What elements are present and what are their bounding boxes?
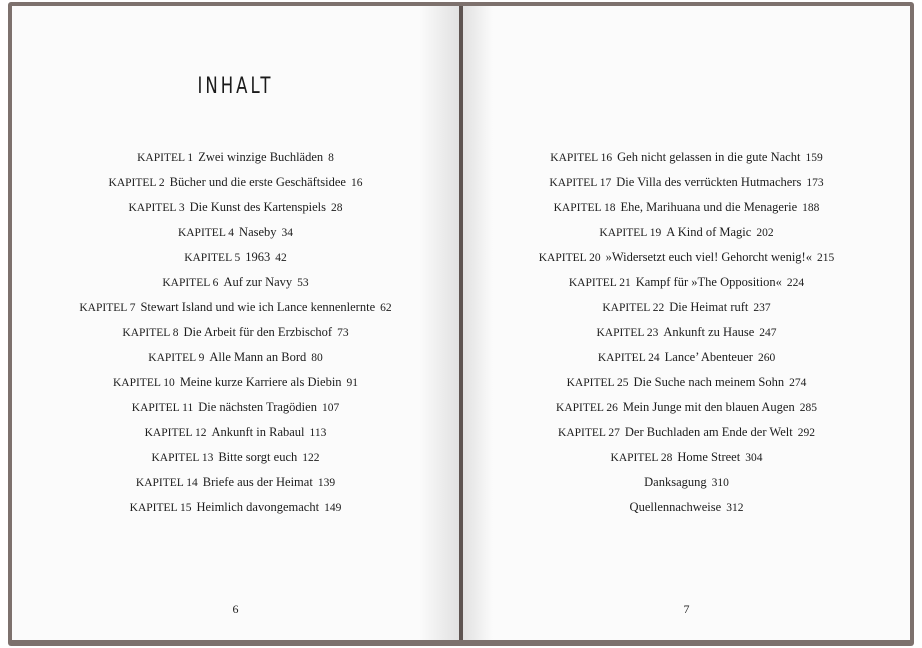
chapter-page: 285 [799,402,817,414]
chapter-title: Ankunft in Rabaul [211,425,305,439]
toc-entry [12,274,459,299]
toc-entry [12,474,459,499]
chapter-page: 274 [789,377,807,389]
chapter-page: 292 [797,427,815,439]
chapter-page: 91 [346,377,359,389]
chapter-label: KAPITEL 12 [144,427,207,439]
chapter-title: Lance’ Abenteuer [664,350,753,364]
chapter-title: Bücher und die erste Geschäftsidee [169,175,346,189]
page-number: 7 [683,602,690,616]
chapter-page: 80 [311,352,323,364]
chapter-label: KAPITEL 18 [553,202,616,214]
chapter-label: KAPITEL 2 [108,177,165,189]
chapter-page: 304 [745,452,763,464]
chapter-title: Bitte sorgt euch [218,450,298,464]
chapter-title: Home Street [677,450,741,464]
chapter-title: A Kind of Magic [666,225,752,239]
chapter-title: Mein Junge mit den blauen Augen [622,400,795,414]
chapter-label: KAPITEL 14 [135,477,198,489]
toc-entry [463,174,910,199]
toc-entry [12,149,459,174]
chapter-title: Ankunft zu Hause [663,325,755,339]
chapter-page: 62 [380,302,392,314]
chapter-label: KAPITEL 10 [112,377,175,389]
toc-entry [12,449,459,474]
chapter-page: 34 [281,227,294,239]
chapter-page: 113 [309,427,327,439]
chapter-page: 215 [816,252,835,264]
chapter-page: 173 [806,177,824,189]
chapter-label: KAPITEL 4 [177,227,235,239]
chapter-title: Die Heimat ruft [669,300,749,314]
toc-entry [12,299,459,324]
chapter-page: 247 [759,327,777,339]
chapter-page: 139 [317,477,336,489]
toc-entry [463,399,910,424]
chapter-title: Heimlich davongemacht [196,500,320,514]
chapter-title: Der Buchladen am Ende der Welt [624,425,793,439]
chapter-page: 260 [757,352,776,364]
chapter-label: KAPITEL 15 [129,502,192,514]
chapter-title: 1963 [245,250,271,264]
toc-entry [463,449,910,474]
section-page: 312 [726,502,744,514]
chapter-page: 53 [297,277,309,289]
page-number: 6 [232,602,239,616]
section-title: Quellennachweise [629,500,722,514]
chapter-page: 122 [302,452,320,464]
open-book [8,2,914,646]
toc-entry [463,499,910,524]
chapter-page: 107 [321,402,340,414]
chapter-page: 16 [350,177,363,189]
chapter-page: 224 [786,277,805,289]
section-title: Danksagung [644,475,707,489]
toc-entry [12,349,459,374]
chapter-title: Alle Mann an Bord [209,350,307,364]
chapter-label: KAPITEL 27 [558,427,620,439]
chapter-page: 188 [802,202,820,214]
chapter-label: KAPITEL 21 [568,277,631,289]
chapter-label: KAPITEL 26 [556,402,618,414]
toc-entry [463,299,910,324]
toc-entry [12,199,459,224]
toc-entry [12,249,459,274]
chapter-page: 8 [328,152,334,164]
toc-entry [463,224,910,249]
chapter-label: KAPITEL 7 [79,302,136,314]
toc-entry [463,474,910,499]
toc-entry [12,499,459,524]
chapter-page: 28 [331,202,343,214]
chapter-title: Die Arbeit für den Erzbischof [183,325,333,339]
chapter-label: KAPITEL 28 [610,452,673,464]
chapter-title: Die nächsten Tragödien [198,400,317,414]
toc-entry [12,224,459,249]
chapter-title: Die Suche nach meinem Sohn [633,375,785,389]
section-page: 310 [711,477,729,489]
toc-entry [463,274,910,299]
chapter-title: Geh nicht gelassen in die gute Nacht [617,150,801,164]
chapter-label: KAPITEL 24 [597,352,660,364]
chapter-title: Kampf für »The Opposition« [635,275,782,289]
chapter-label: KAPITEL 9 [148,352,205,364]
toc-entry [12,174,459,199]
chapter-label: KAPITEL 16 [550,152,613,164]
toc-list-right [463,149,910,524]
chapter-title: Die Villa des verrückten Hutmachers [616,175,802,189]
toc-entry [12,374,459,399]
chapter-label: KAPITEL 25 [566,377,629,389]
toc-entry [463,349,910,374]
toc-list-left [12,149,459,524]
chapter-page: 159 [805,152,823,164]
chapter-label: KAPITEL 1 [137,152,194,164]
chapter-label: KAPITEL 11 [131,402,194,414]
chapter-title: »Widersetzt euch viel! Gehorcht wenig!« [605,250,812,264]
chapter-label: KAPITEL 23 [596,327,659,339]
chapter-title: Meine kurze Karriere als Diebin [179,375,342,389]
chapter-label: KAPITEL 6 [162,277,219,289]
chapter-title: Stewart Island und wie ich Lance kennenlernte [140,300,376,314]
toc-entry [12,399,459,424]
chapter-title: Briefe aus der Heimat [202,475,313,489]
chapter-title: Ehe, Marihuana und die Menagerie [620,200,798,214]
toc-entry [463,149,910,174]
chapter-page: 237 [753,302,771,314]
page-title: INHALT [197,74,274,99]
toc-entry [463,249,910,274]
toc-entry [12,424,459,449]
chapter-page: 73 [337,327,349,339]
toc-entry [463,374,910,399]
chapter-label: KAPITEL 8 [122,327,179,339]
right-page [463,6,910,640]
chapter-label: KAPITEL 17 [549,177,612,189]
left-page [12,6,459,640]
toc-entry [463,199,910,224]
toc-entry [463,324,910,349]
chapter-page: 149 [324,502,342,514]
chapter-title: Die Kunst des Kartenspiels [189,200,327,214]
chapter-label: KAPITEL 22 [602,302,665,314]
chapter-title: Auf zur Navy [223,275,293,289]
chapter-label: KAPITEL 20 [538,252,601,264]
chapter-label: KAPITEL 5 [184,252,241,264]
chapter-label: KAPITEL 13 [151,452,214,464]
chapter-page: 42 [275,252,287,264]
toc-entry [463,424,910,449]
chapter-title: Naseby [239,225,277,239]
chapter-page: 202 [756,227,774,239]
chapter-label: KAPITEL 3 [128,202,185,214]
chapter-label: KAPITEL 19 [599,227,662,239]
toc-entry [12,324,459,349]
chapter-title: Zwei winzige Buchläden [198,150,324,164]
